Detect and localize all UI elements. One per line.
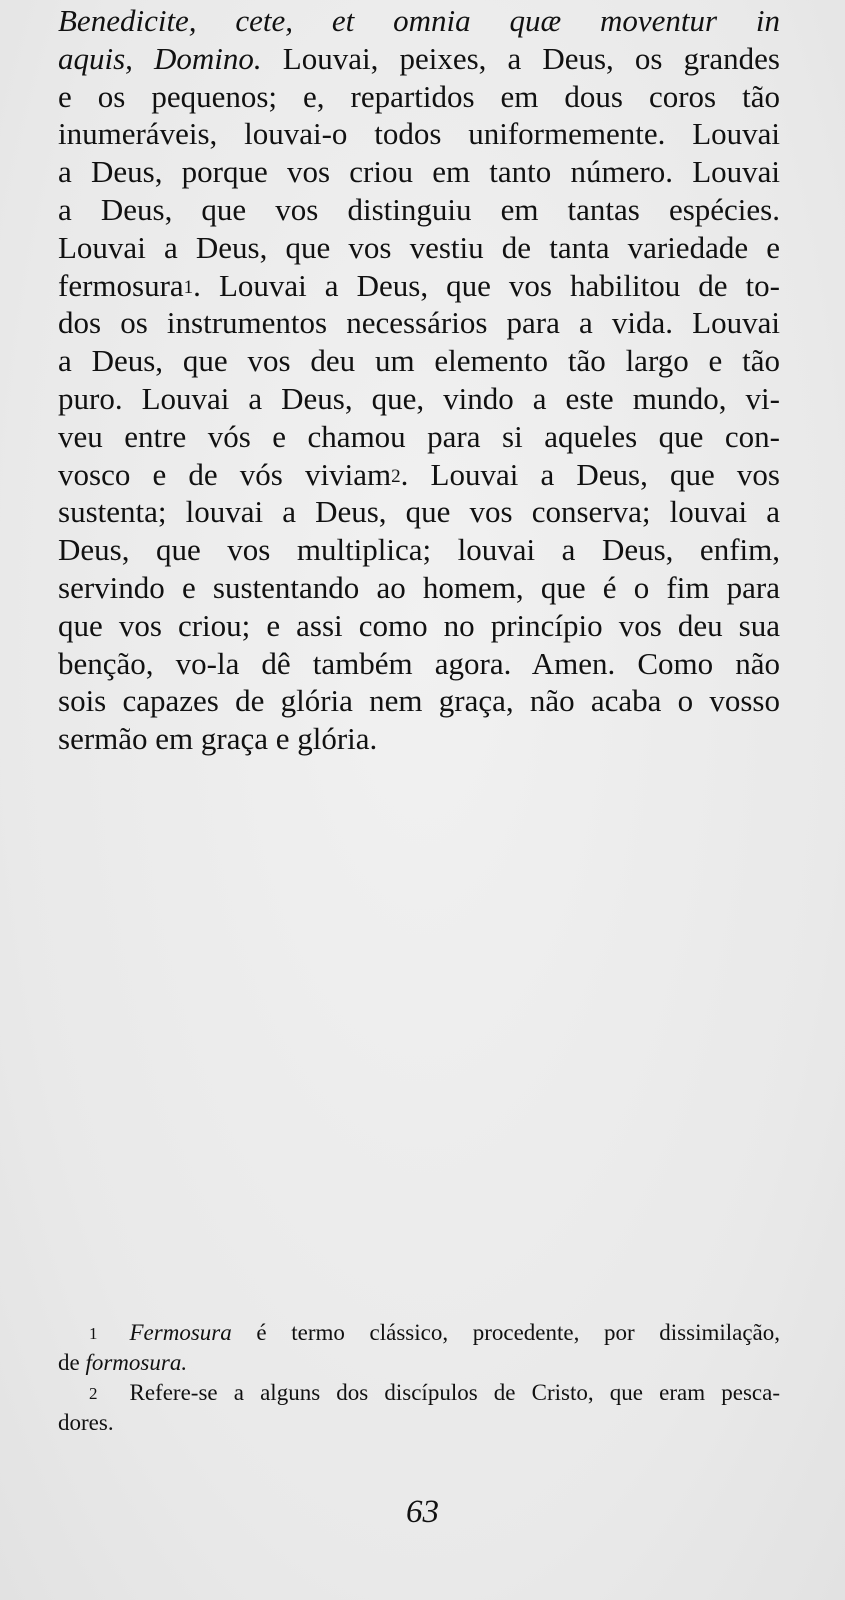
text-line: benção, vo-la dê também agora. Amen. Como não xyxy=(58,645,780,681)
footnote-ref-2: 2 xyxy=(391,465,401,487)
footnote-2-cont: dores. xyxy=(58,1410,114,1435)
text-line: servindo e sustentando ao homem, que é o fim para xyxy=(58,569,780,605)
footnote-1: $^1$ Fermosura é termo clássico, procedente, por dissimilação, xyxy=(89,1320,780,1345)
text-line: sermão em graça e glória. xyxy=(58,721,378,757)
text-line: sois capazes de glória nem graça, não acaba o vosso xyxy=(58,683,780,719)
footnote-2: $^2$ Refere-se a alguns dos discípulos de Cristo, que eram pesca- xyxy=(89,1380,780,1405)
text-line: sustenta; louvai a Deus, que vos conserva; louvai a xyxy=(58,494,780,530)
footnote-1-cont: de formosura. xyxy=(58,1350,188,1375)
footnotes xyxy=(58,1318,780,1438)
footnote-number: 1 xyxy=(89,1324,98,1343)
text-line: aquis, Domino. Louvai, peixes, a Deus, os grandes xyxy=(58,40,780,76)
text-line: que vos criou; e assi como no princípio vos deu sua xyxy=(58,607,780,643)
text-line xyxy=(58,2,780,40)
text-line: Louvai a Deus, que vos vestiu de tanta variedade e xyxy=(58,229,780,265)
text-line: fermosura$^1$. Louvai a Deus, que vos habilitou de to- xyxy=(58,267,780,303)
footnote-ref-1: 1 xyxy=(183,276,194,298)
text-line: inumeráveis, louvai-o todos uniformemente. Louvai xyxy=(58,116,780,152)
text-line: a Deus, porque vos criou em tanto número. Louvai xyxy=(58,154,780,190)
text-line: a Deus, que vos distinguiu em tantas espécies. xyxy=(58,191,780,227)
text-line: veu entre vós e chamou para si aqueles que con- xyxy=(58,418,780,454)
text-line: dos os instrumentos necessários para a vida. Louvai xyxy=(58,305,780,341)
text-line: a Deus, que vos deu um elemento tão largo e tão xyxy=(58,343,780,379)
page-number: 63 xyxy=(406,1494,439,1530)
sermon-body-text xyxy=(58,2,780,758)
text-line: e os pequenos; e, repartidos em dous coros tão xyxy=(58,78,780,114)
latin-quote: Benedicite, cete, et omnia quæ moventur in xyxy=(58,3,780,38)
text-line: Deus, que vos multiplica; louvai a Deus, enfim, xyxy=(58,532,780,568)
footnote-number: 2 xyxy=(89,1384,98,1403)
text-line: puro. Louvai a Deus, que, vindo a este mundo, vi- xyxy=(58,380,780,416)
text-line: vosco e de vós viviam$^2$. Louvai a Deus, que vos xyxy=(58,456,780,492)
latin-quote-end: aquis, Domino. xyxy=(58,40,262,76)
